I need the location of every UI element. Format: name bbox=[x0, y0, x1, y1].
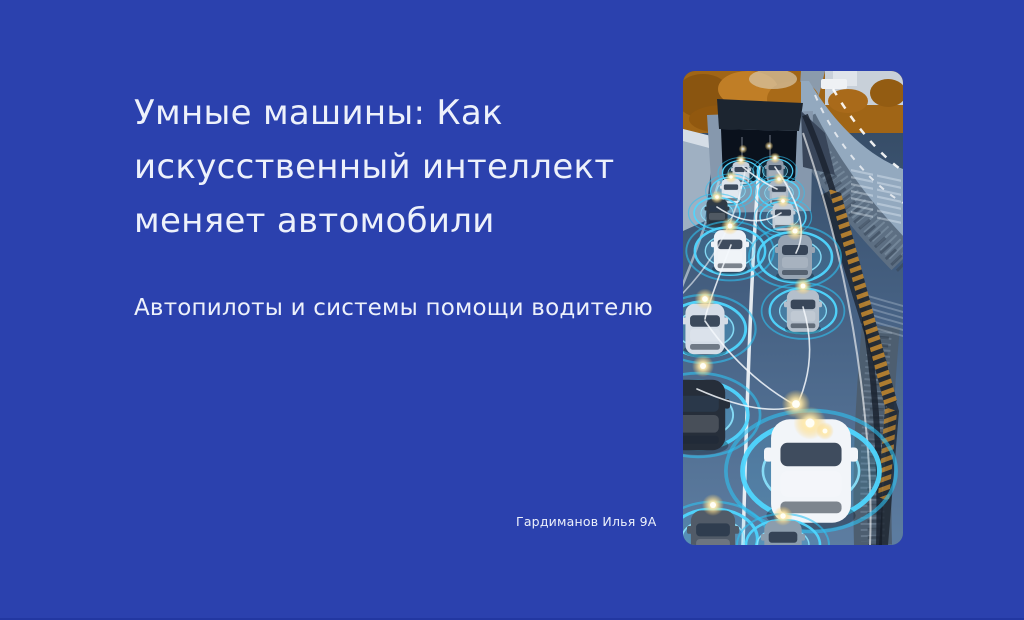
smart-cars-illustration bbox=[683, 71, 903, 545]
title-line-3: меняет автомобили bbox=[134, 201, 495, 241]
title-line-2: искусственный интеллект bbox=[134, 147, 615, 187]
slide-title bbox=[134, 86, 694, 248]
smart-cars-image bbox=[683, 71, 903, 545]
slide-subtitle: Автопилоты и системы помощи водителю bbox=[134, 295, 653, 321]
title-line-1: Умные машины: Как bbox=[134, 93, 503, 133]
author-caption: Гардиманов Илья 9А bbox=[516, 514, 657, 529]
